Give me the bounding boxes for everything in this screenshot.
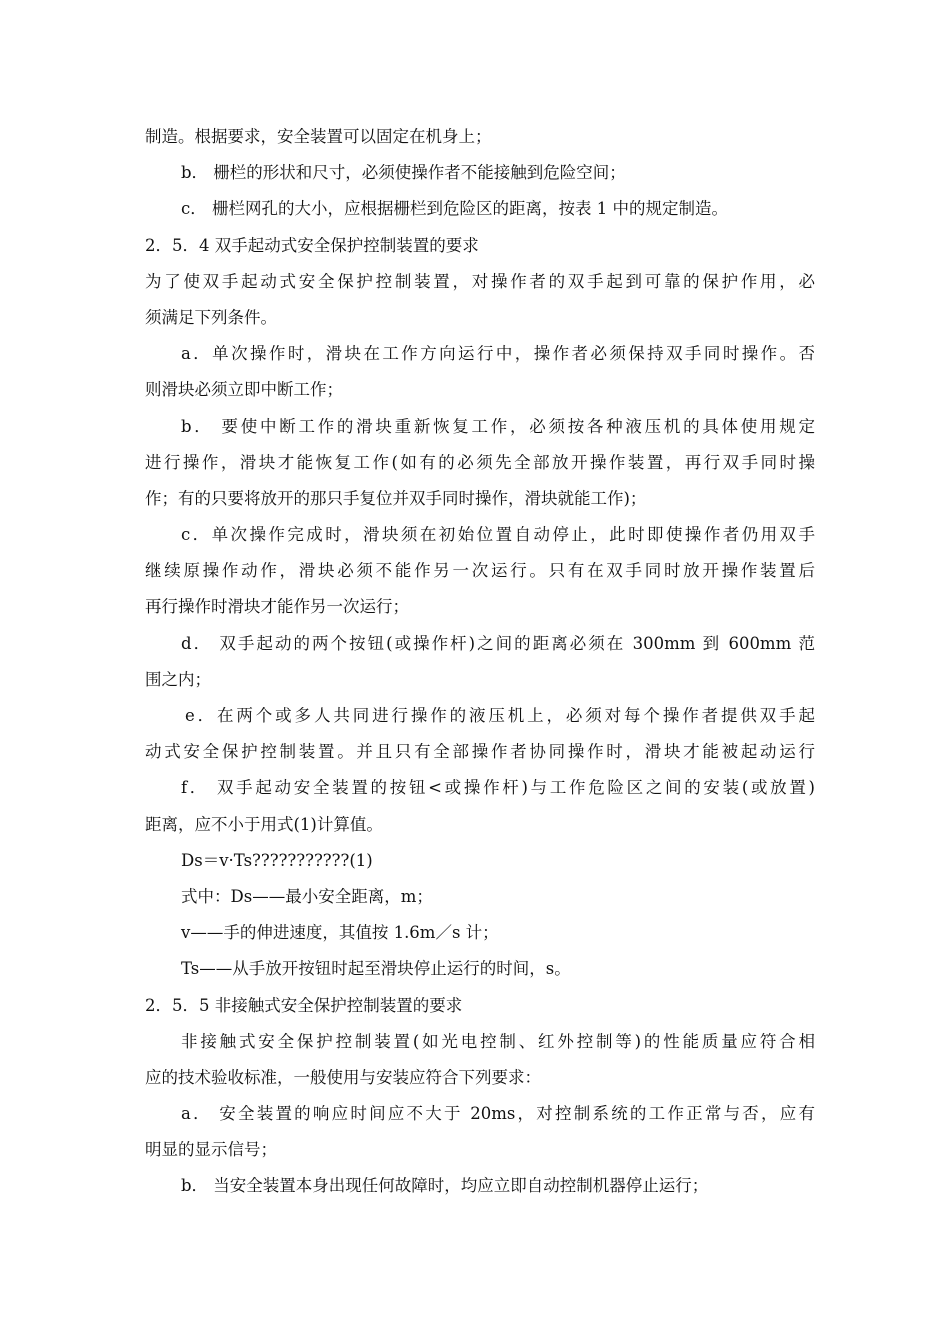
- formula-legend: 式中：Ds——最小安全距离，m；: [181, 886, 433, 906]
- paragraph-line: 制造。根据要求，安全装置可以固定在机身上；: [145, 127, 492, 146]
- paragraph-line: 动式安全保护控制装置。并且只有全部操作者协同操作时，滑块才能被起动运行: [145, 742, 815, 762]
- paragraph-line: 非接触式安全保护控制装置(如光电控制、红外控制等)的性能质量应符合相: [181, 1031, 815, 1051]
- list-item-f: f． 双手起动安全装置的按钮<或操作杆)与工作危险区之间的安装(或放置): [181, 778, 815, 798]
- paragraph-line: 作；有的只要将放开的那只手复位并双手同时操作，滑块就能工作)；: [145, 488, 647, 508]
- list-item-c: c．单次操作完成时，滑块须在初始位置自动停止，此时即使操作者仍用双手: [181, 525, 815, 545]
- section-heading-2-5-5: 2．5．5 非接触式安全保护控制装置的要求: [145, 995, 463, 1015]
- formula-legend: v——手的伸进速度，其值按 1.6m／s 计；: [181, 923, 499, 943]
- paragraph-line: 围之内；: [145, 669, 211, 689]
- paragraph-line: 应的技术验收标准，一般使用与安装应符合下列要求：: [145, 1067, 541, 1087]
- paragraph-line: 须满足下列条件。: [145, 307, 277, 327]
- paragraph-line: 继续原操作动作，滑块必须不能作另一次运行。只有在双手同时放开操作装置后: [145, 561, 815, 581]
- paragraph-line: 为了使双手起动式安全保护控制装置，对操作者的双手起到可靠的保护作用，必: [145, 271, 815, 291]
- section-heading-2-5-4: 2．5．4 双手起动式安全保护控制装置的要求: [145, 235, 479, 255]
- list-item-d: d． 双手起动的两个按钮(或操作杆)之间的距离必须在 300mm 到 600mm 范: [181, 633, 815, 653]
- paragraph-line: 再行操作时滑块才能作另一次运行；: [145, 597, 409, 617]
- list-item-c: c． 栅栏网孔的大小，应根据栅栏到危险区的距离，按表 1 中的规定制造。: [181, 199, 728, 219]
- list-item-a: a．单次操作时，滑块在工作方向运行中，操作者必须保持双手同时操作。否: [181, 344, 815, 364]
- list-item-a: a． 安全装置的响应时间应不大于 20ms，对控制系统的工作正常与否，应有: [181, 1104, 815, 1124]
- formula: Ds＝v·Ts???????????(1): [181, 850, 373, 870]
- list-item-b: b． 当安全装置本身出现任何故障时，均应立即自动控制机器停止运行；: [181, 1176, 709, 1196]
- list-item-b: b． 要使中断工作的滑块重新恢复工作，必须按各种液压机的具体使用规定: [181, 416, 815, 436]
- list-item-b: b． 栅栏的形状和尺寸，必须使操作者不能接触到危险空间；: [181, 163, 626, 183]
- list-item-e: e．在两个或多人共同进行操作的液压机上，必须对每个操作者提供双手起: [185, 706, 815, 725]
- paragraph-line: 则滑块必须立即中断工作；: [145, 380, 343, 400]
- paragraph-line: 进行操作，滑块才能恢复工作(如有的必须先全部放开操作装置，再行双手同时操: [145, 452, 815, 472]
- formula-legend: Ts——从手放开按钮时起至滑块停止运行的时间，s。: [181, 959, 571, 979]
- paragraph-line: 明显的显示信号；: [145, 1140, 277, 1160]
- document-body: [145, 119, 815, 1205]
- paragraph-line: 距离，应不小于用式(1)计算值。: [145, 814, 383, 834]
